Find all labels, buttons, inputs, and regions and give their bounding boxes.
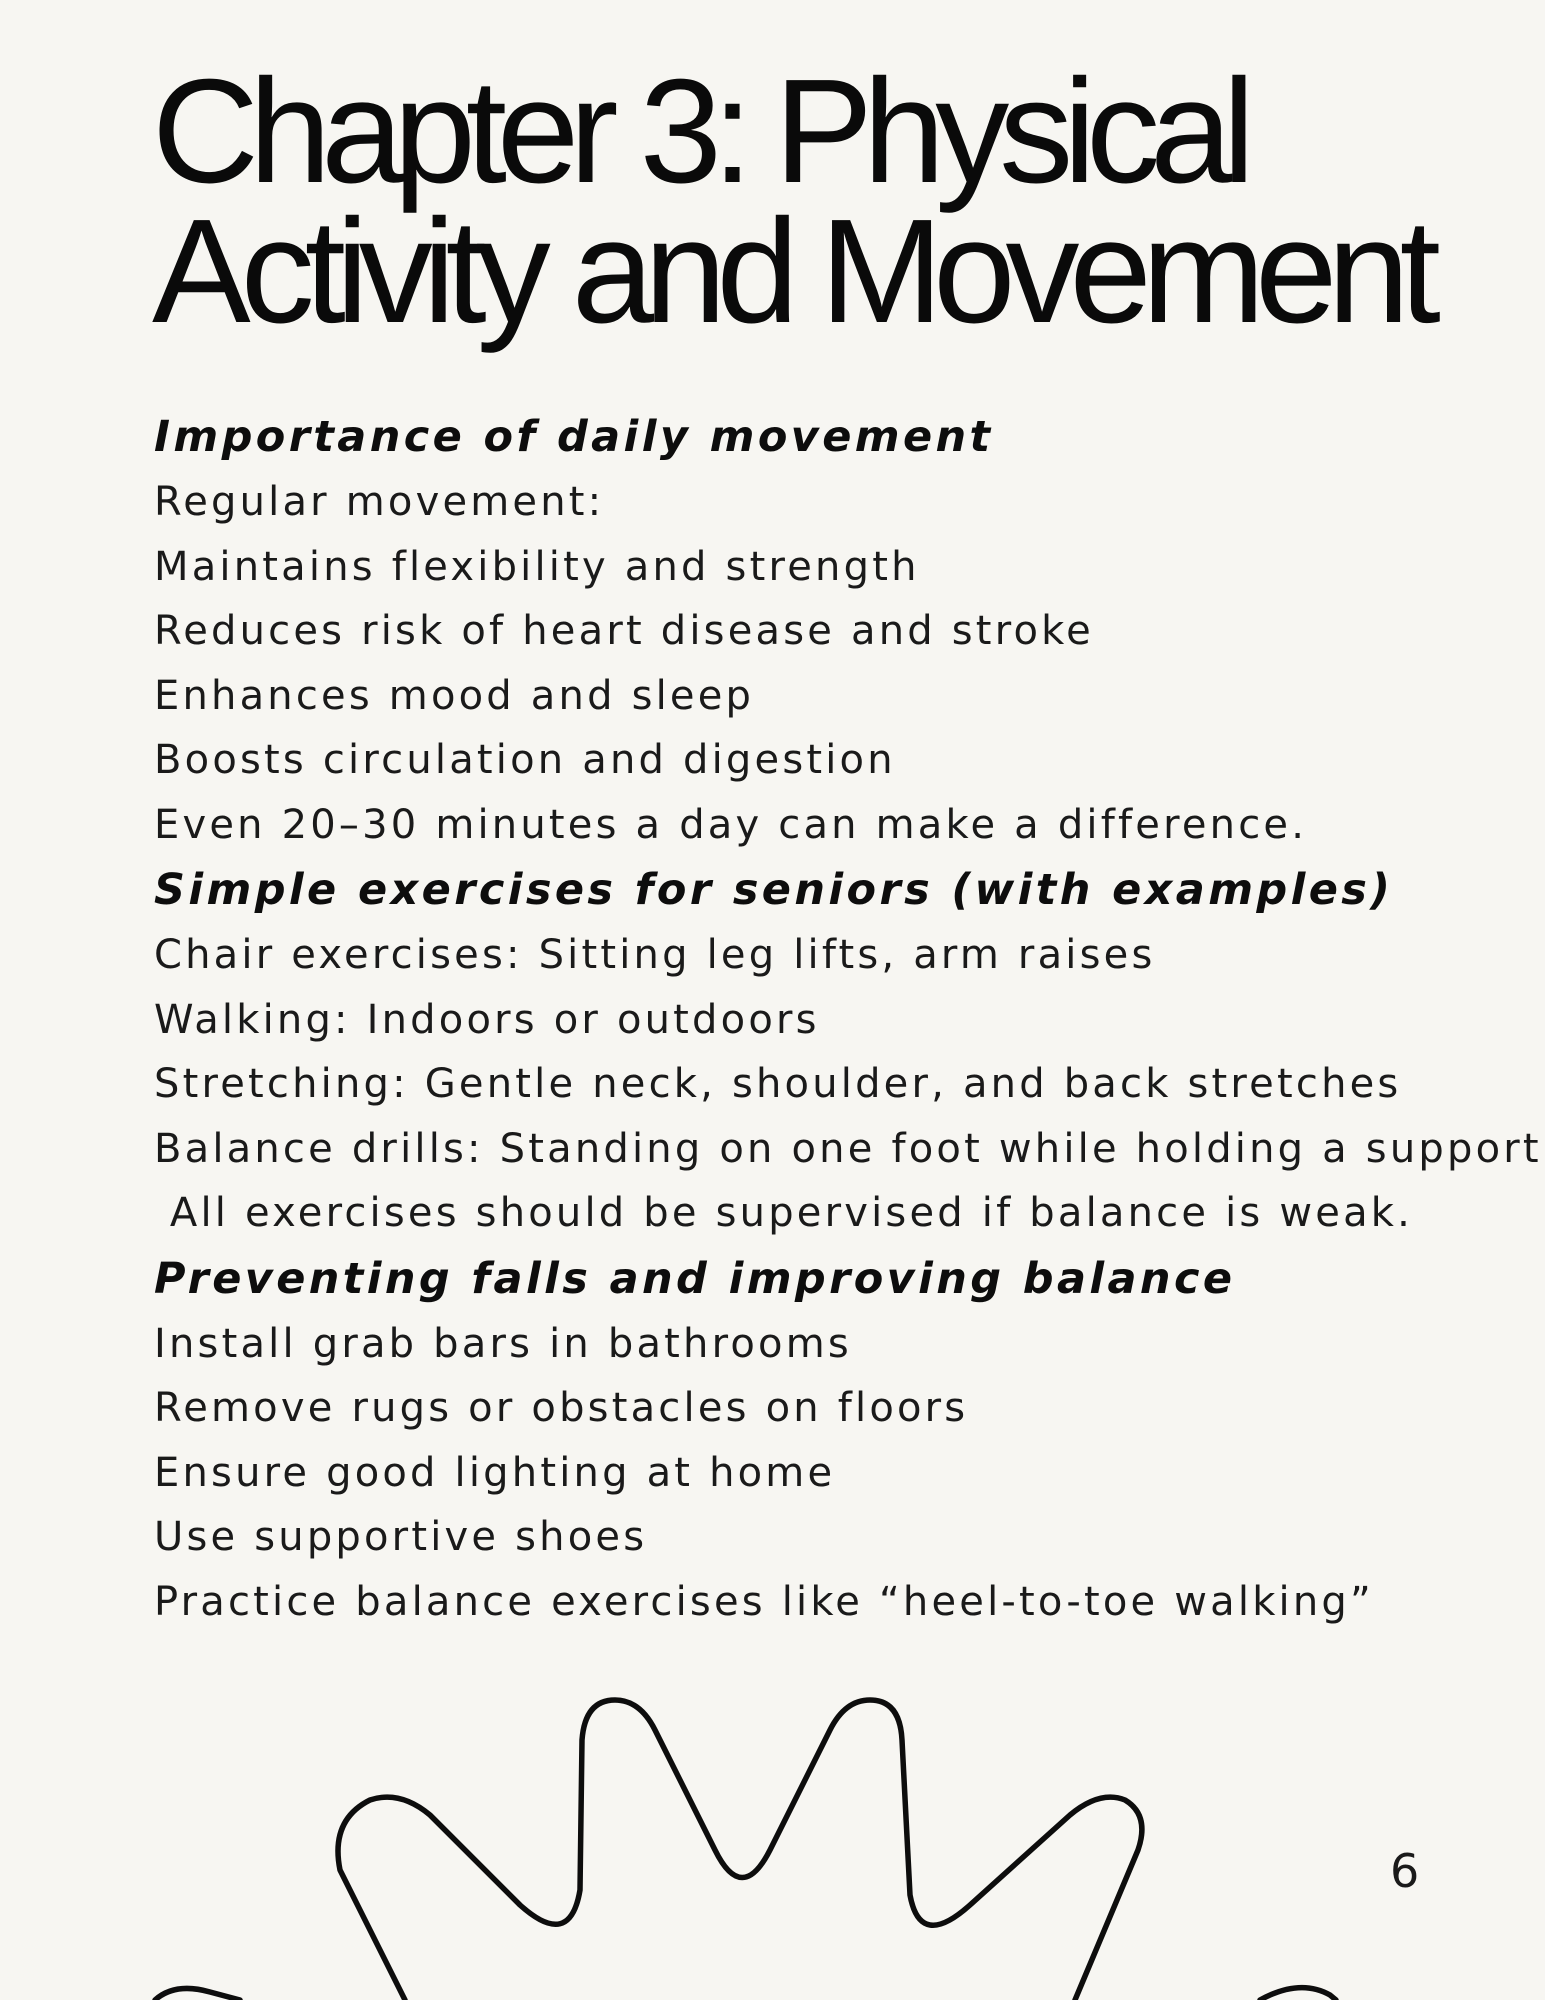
- body-line: Boosts circulation and digestion: [154, 737, 896, 783]
- body-line: Ensure good lighting at home: [154, 1449, 836, 1496]
- body-line: Maintains flexibility and strength: [154, 543, 920, 590]
- body-line: Walking: Indoors or outdoors: [154, 996, 820, 1043]
- body-line: Enhances mood and sleep: [154, 672, 755, 719]
- body-line: Remove rugs or obstacles on floors: [154, 1385, 969, 1431]
- body-line: Balance drills: Standing on one foot while holding a support: [154, 1125, 1542, 1172]
- body-line: Use supportive shoes: [154, 1514, 648, 1560]
- section-heading: Importance of daily movement: [154, 412, 994, 462]
- section-heading: Preventing falls and improving balance: [154, 1253, 1236, 1304]
- body-line: Install grab bars in bathrooms: [154, 1320, 852, 1367]
- body-line: Chair exercises: Sitting leg lifts, arm raises: [154, 932, 1156, 978]
- body-line: All exercises should be supervised if balance is weak.: [154, 1190, 1414, 1236]
- body-line: Practice balance exercises like “heel-to-toe walking”: [154, 1578, 1374, 1625]
- body-line: Stretching: Gentle neck, shoulder, and back stretches: [154, 1061, 1402, 1107]
- chapter-title-line-2: Activity and Movement: [152, 189, 1431, 354]
- page-number: 6: [1390, 1844, 1420, 1898]
- body-line: Regular movement:: [154, 479, 605, 525]
- section-heading: Simple exercises for seniors (with examples): [154, 865, 1394, 915]
- body-line: Reduces risk of heart disease and stroke: [154, 608, 1094, 654]
- chapter-title-line-1: Chapter 3: Physical: [152, 49, 1246, 214]
- body-line: Even 20–30 minutes a day can make a difference.: [154, 801, 1308, 848]
